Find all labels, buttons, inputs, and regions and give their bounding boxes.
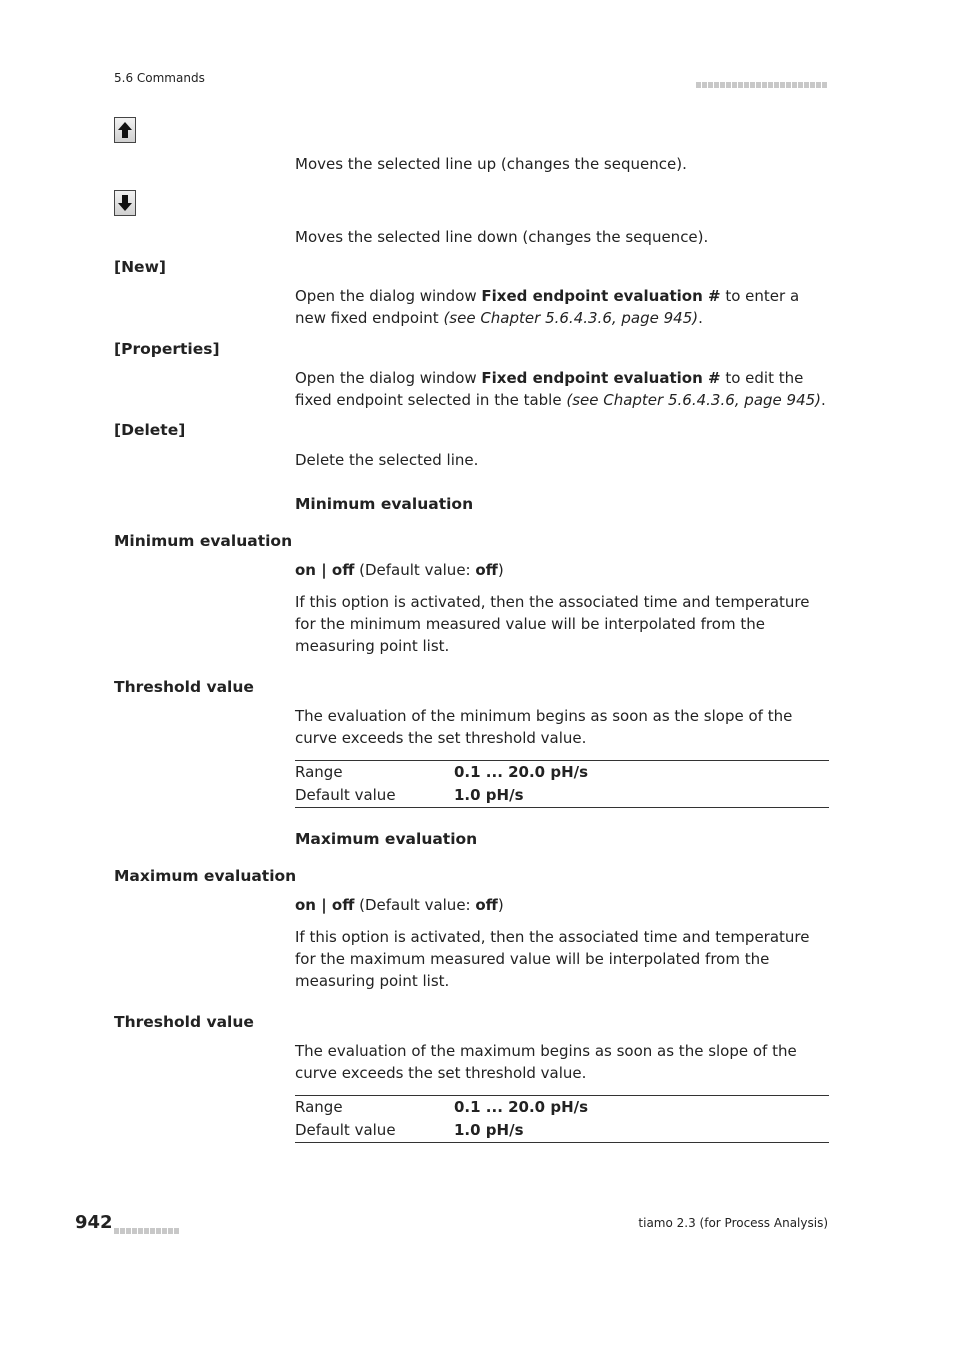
maximum-threshold-table — [295, 1095, 829, 1143]
maximum-threshold-label: Threshold value — [114, 1013, 254, 1031]
footer-decoration — [114, 1220, 180, 1239]
move-down-description: Moves the selected line down (changes the sequence). — [295, 228, 709, 246]
table-row — [295, 784, 829, 807]
default-value: 1.0 pH/s — [454, 1121, 524, 1139]
header-decoration — [696, 74, 828, 93]
delete-description: Delete the selected line. — [295, 451, 479, 469]
minimum-threshold-table — [295, 760, 829, 808]
properties-description: Open the dialog window Fixed endpoint evaluation # to edit the fixed endpoint selected in the table (see Chapter 5.6.4.3.6, page 945). — [295, 369, 826, 409]
minimum-evaluation-options: on | off (Default value: off) — [295, 561, 504, 579]
maximum-evaluation-options: on | off (Default value: off) — [295, 896, 504, 914]
new-label: [New] — [114, 258, 166, 276]
minimum-threshold-description: The evaluation of the minimum begins as soon as the slope of the curve exceeds the set threshold value. — [295, 707, 793, 747]
arrow-up-icon — [114, 117, 136, 143]
default-key: Default value — [295, 1121, 396, 1139]
range-key: Range — [295, 1098, 343, 1116]
range-value: 0.1 ... 20.0 pH/s — [454, 1098, 589, 1116]
range-key: Range — [295, 763, 343, 781]
minimum-threshold-label: Threshold value — [114, 678, 254, 696]
table-row — [295, 761, 829, 784]
move-up-description: Moves the selected line up (changes the sequence). — [295, 155, 687, 173]
default-key: Default value — [295, 786, 396, 804]
delete-label: [Delete] — [114, 421, 186, 439]
properties-label: [Properties] — [114, 340, 220, 358]
default-value: 1.0 pH/s — [454, 786, 524, 804]
properties-chapter-reference: (see Chapter 5.6.4.3.6, page 945) — [566, 391, 822, 409]
table-row — [295, 1096, 829, 1119]
running-header-section: 5.6 Commands — [114, 71, 205, 85]
maximum-evaluation-description: If this option is activated, then the associated time and temperature for the maximum measured value will be interpolated from the measuring point list. — [295, 928, 810, 990]
new-description: Open the dialog window Fixed endpoint evaluation # to enter a new fixed endpoint (see Chapter 5.6.4.3.6, page 945). — [295, 287, 800, 327]
minimum-evaluation-description: If this option is activated, then the associated time and temperature for the minimum measured value will be interpolated from the measuring point list. — [295, 593, 810, 655]
minimum-evaluation-heading: Minimum evaluation — [295, 495, 474, 513]
maximum-evaluation-heading: Maximum evaluation — [295, 830, 478, 848]
range-value: 0.1 ... 20.0 pH/s — [454, 763, 589, 781]
minimum-evaluation-label: Minimum evaluation — [114, 532, 293, 550]
new-chapter-reference: (see Chapter 5.6.4.3.6, page 945) — [443, 309, 699, 327]
table-row — [295, 1119, 829, 1142]
maximum-threshold-description: The evaluation of the maximum begins as soon as the slope of the curve exceeds the set threshold value. — [295, 1042, 797, 1082]
maximum-evaluation-label: Maximum evaluation — [114, 867, 297, 885]
arrow-down-icon — [114, 190, 136, 216]
page-number: 942 — [75, 1212, 113, 1233]
footer-product: tiamo 2.3 (for Process Analysis) — [638, 1216, 828, 1230]
